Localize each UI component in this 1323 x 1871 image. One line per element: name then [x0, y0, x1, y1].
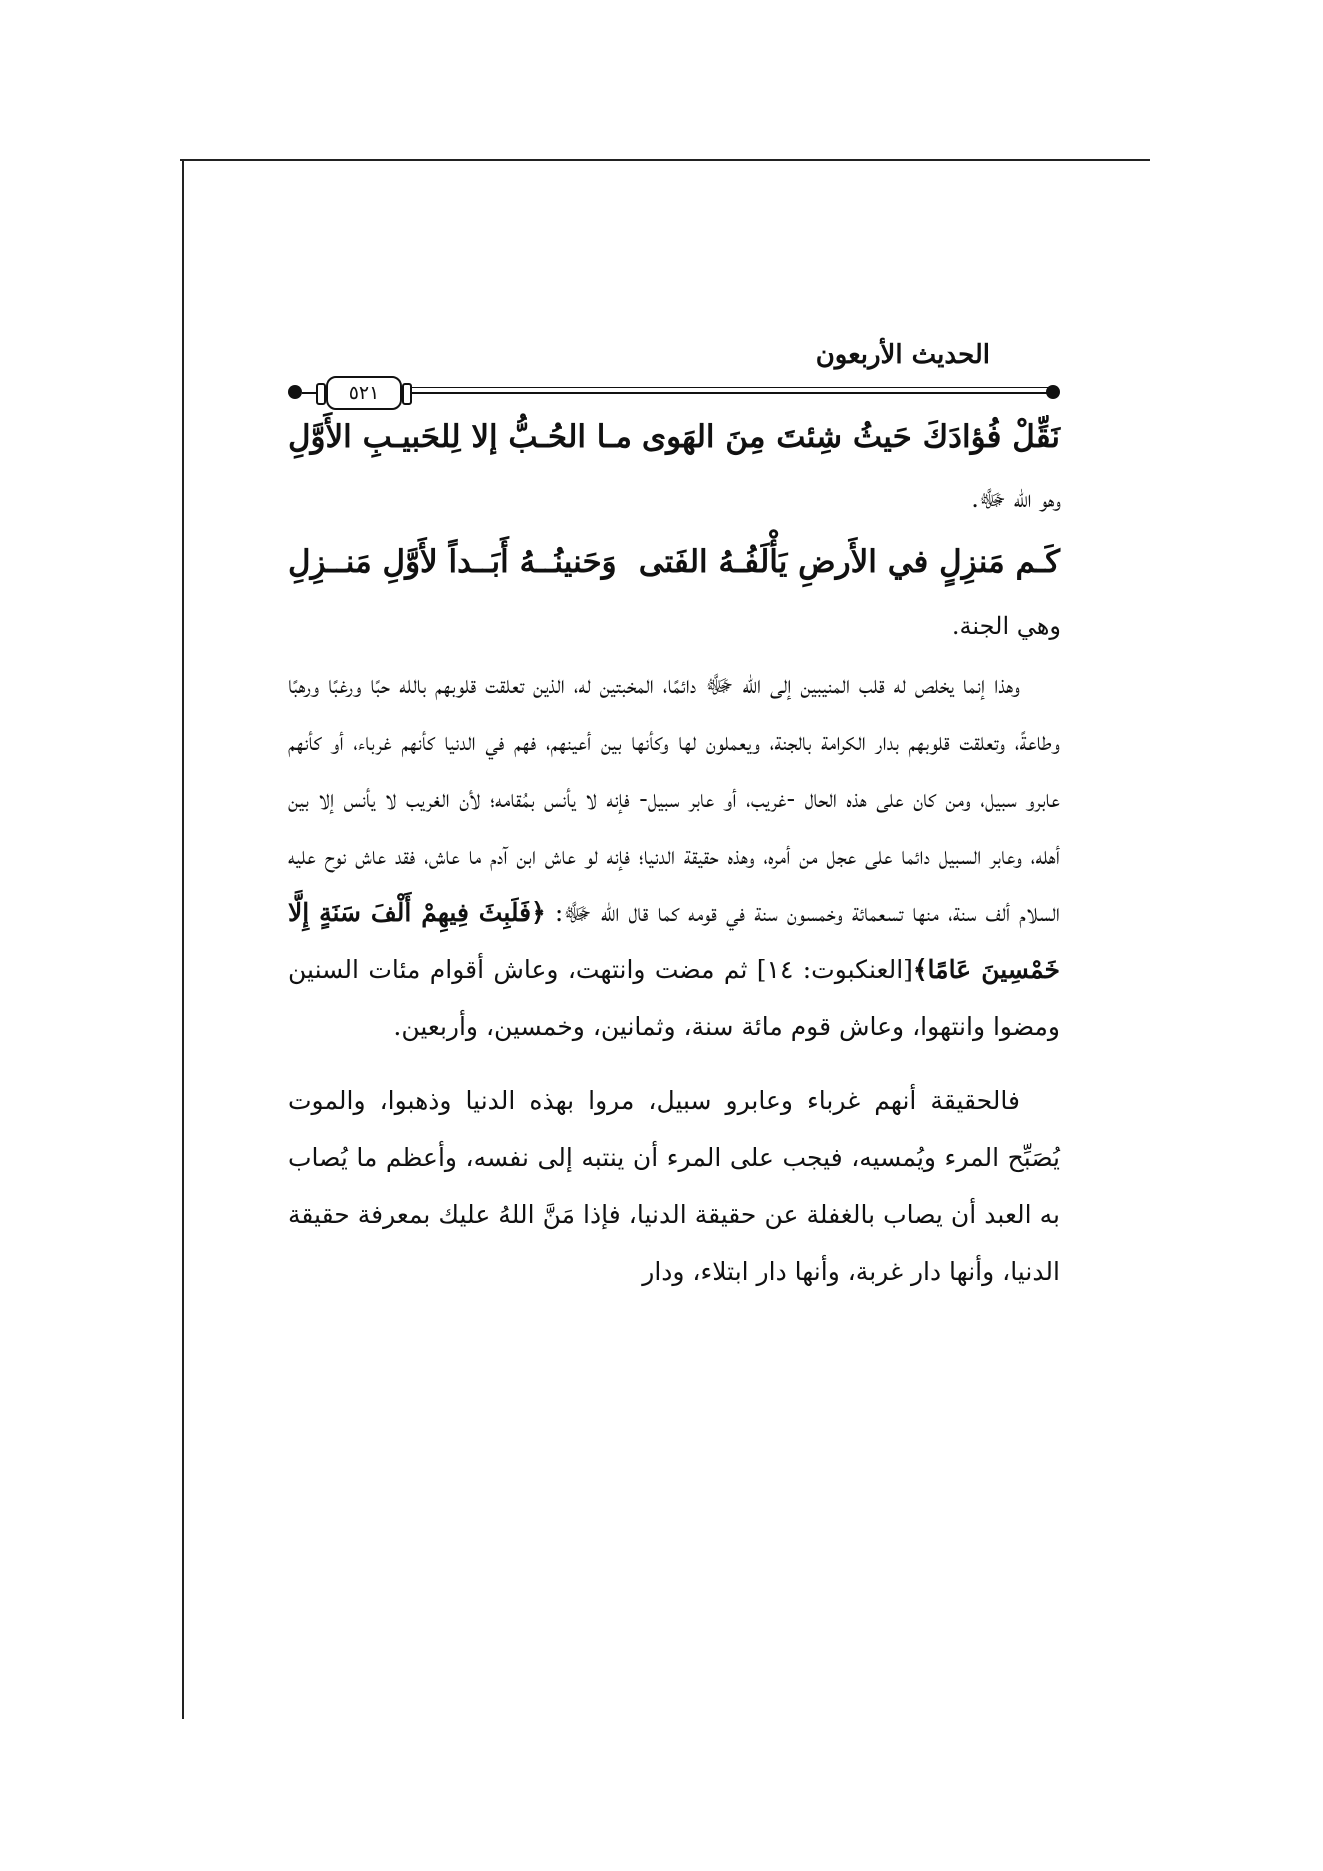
paragraph-2: فالحقيقة أنهم غرباء وعابرو سبيل، مروا بهذه الدنيا وذهبوا، والموت يُصَبِّح المرء ويُمسيه، فيجب على المرء أن ينتبه إلى نفسه، وأعظم ما يُصاب به العبد أن يصاب بالغفلة عن حقيقة الدنيا، فإذا مَنَّ اللهُ عليك بمعرفة حقيقة الدنيا، وأنها دار غربة، وأنها دار ابتلاء، ودار — [288, 1086, 1060, 1286]
paragraph-1 — [288, 656, 1060, 1055]
header-rule-thin — [408, 387, 1050, 388]
scan-frame-left-edge — [182, 159, 184, 1719]
verse-1-first-hemistich: نَقِّلْ فُؤادَكَ حَيثُ شِئتَ مِنَ الهَوى — [641, 419, 1060, 455]
header-rule — [302, 392, 1050, 394]
quran-quotation: ﴿فَلَبِثَ فِيهِمْ أَلْفَ سَنَةٍ إِلَّا خَمْسِينَ عَامًا﴾ — [288, 898, 1060, 984]
scan-frame-top-edge — [180, 159, 1150, 161]
verse-2-first-hemistich: كَـم مَنزِلٍ في الأَرضِ يَأْلَفُـهُ الفَتى — [638, 544, 1060, 580]
header-ornament-dot-left — [288, 385, 302, 399]
verse-2-second-hemistich: وَحَنينُــهُ أَبَــداً لأَوَّلِ مَنــزِلِ — [288, 544, 617, 580]
verse-1-second-hemistich: مـا الحُـبُّ إلا لِلحَبيـبِ الأَوَّلِ — [288, 419, 632, 455]
body-text — [288, 656, 1060, 1317]
verse-2-commentary: وهي الجنة. — [951, 612, 1061, 640]
poetry-verse-1 — [288, 415, 1060, 471]
verse-1-commentary: وهو الله ﷻ. — [971, 485, 1061, 513]
poetry-verse-2 — [288, 540, 1060, 596]
page-number: ٥٢١ — [348, 382, 380, 404]
paragraph-1-text-before-quran: وهذا إنما يخلص له قلب المنيبين إلى الله ﷻ دائمًا، المخبتين له، الذين تعلقت قلوبهم بالله حبًا ورغبًا ورهبًا وطاعةً، وتعلقت قلوبهم بدار الكرامة بالجنة، ويعملون لها وكأنها بين أعينهم، فهم في الدنيا كأنهم غرباء، أو كأنهم عابرو سبيل، ومن كان على هذه الحال -غريب، أو عابر سبيل- فإنه لا يأنس بمُقامه؛ لأن الغريب لا يأنس إلا بين أهله، وعابر السبيل دائما على عجل من أمره، وهذه حقيقة الدنيا؛ فإنه لو عاش ابن آدم ما عاش، فقد عاش نوح عليه السلام ألف سنة، منها تسعمائة وخمسون سنة في قومه كما قال الله ﷻ: — [288, 670, 1060, 927]
running-title: الحديث الأربعون — [815, 340, 990, 370]
paragraph-1-text-after-quran: [العنكبوت: ١٤] ثم مضت وانتهت، وعاش أقوام مئات السنين ومضوا وانتهوا، وعاش قوم مائة سنة، وثمانين، وخمسين، وأربعين. — [288, 955, 1060, 1041]
header-ornament-dot-right — [1046, 385, 1060, 399]
page-header — [288, 340, 1060, 404]
page-number-frame — [326, 376, 402, 410]
